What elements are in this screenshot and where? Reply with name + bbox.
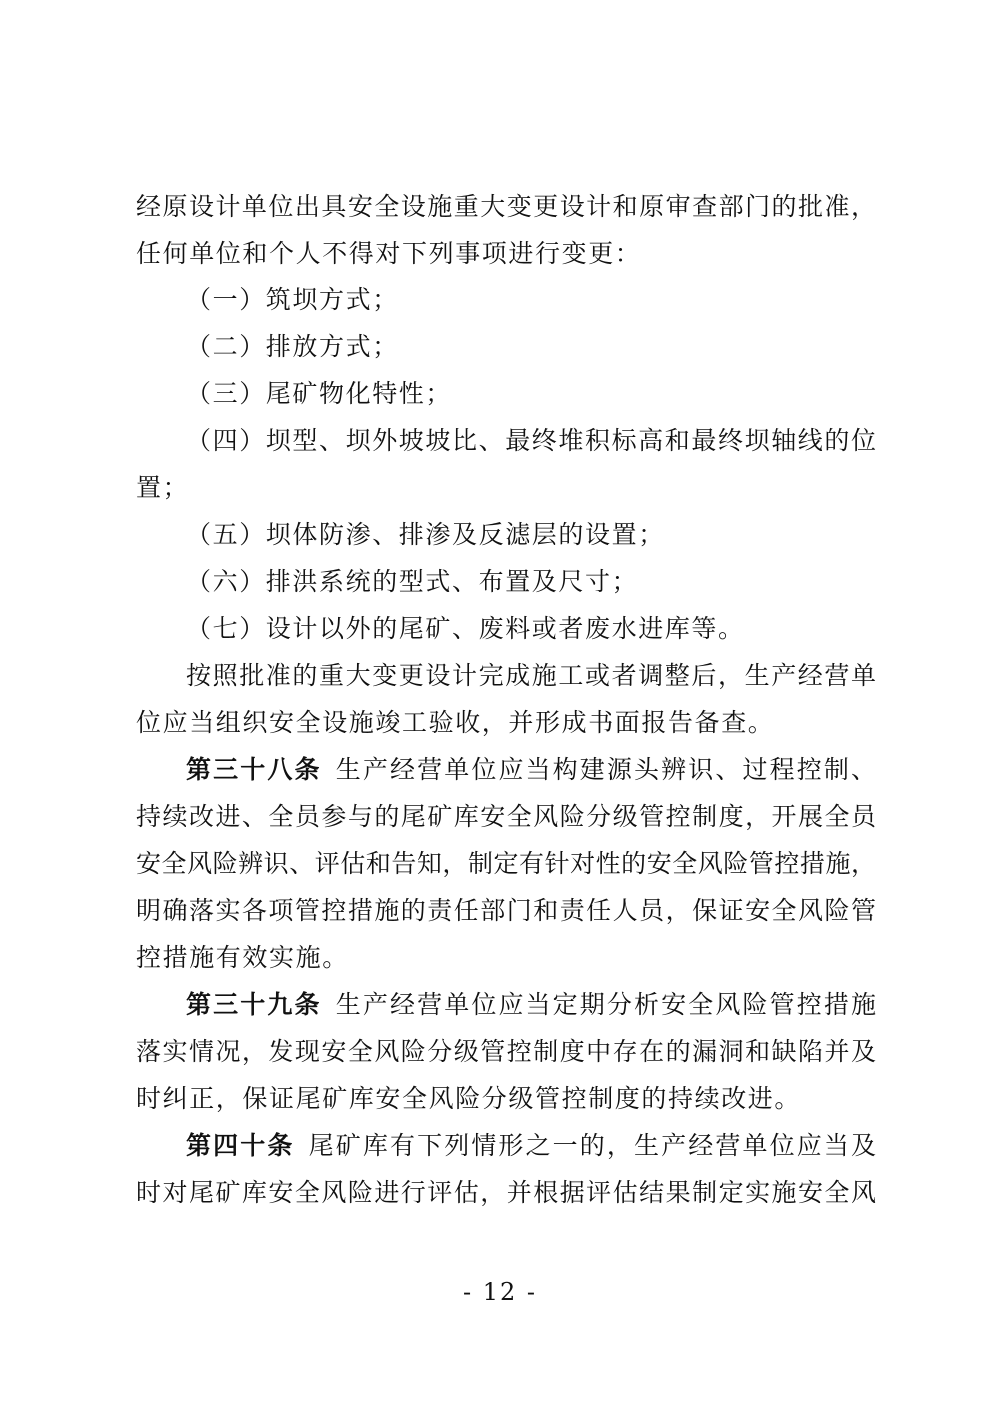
list-item-5: （五）坝体防渗、排渗及反滤层的设置； <box>186 520 665 549</box>
article-40-heading: 第四十条 <box>186 1131 295 1160</box>
body-text-line: 任何单位和个人不得对下列事项进行变更： <box>136 239 642 268</box>
list-item-4-continued: 置； <box>136 473 190 502</box>
body-text-line: 时纠正，保证尾矿库安全风险分级管控制度的持续改进。 <box>136 1084 802 1113</box>
list-item-7: （七）设计以外的尾矿、废料或者废水进库等。 <box>186 614 745 643</box>
body-text-segment: 生产经营单位应当定期分析安全风险管控措施 <box>333 990 876 1019</box>
page-number: - 12 - <box>462 1278 537 1306</box>
article-39-first-line <box>186 988 876 1022</box>
body-text-line: 经原设计单位出具安全设施重大变更设计和原审查部门的批准， <box>136 192 876 221</box>
article-40-first-line <box>186 1129 876 1163</box>
body-text-line: 位应当组织安全设施竣工验收，并形成书面报告备查。 <box>136 708 775 737</box>
list-item-3: （三）尾矿物化特性； <box>186 379 453 408</box>
body-text-line: 明确落实各项管控措施的责任部门和责任人员，保证安全风险管 <box>136 896 876 925</box>
body-text-line: 落实情况，发现安全风险分级管控制度中存在的漏洞和缺陷并及 <box>136 1037 876 1066</box>
article-39-heading: 第三十九条 <box>186 990 322 1019</box>
body-text-line: 按照批准的重大变更设计完成施工或者调整后，生产经营单 <box>186 661 876 690</box>
list-item-2: （二）排放方式； <box>186 332 399 361</box>
article-38-heading: 第三十八条 <box>186 755 322 784</box>
body-text-line: 控措施有效实施。 <box>136 943 349 972</box>
article-38-first-line <box>186 753 876 787</box>
list-item-6: （六）排洪系统的型式、布置及尺寸； <box>186 567 639 596</box>
body-text-line: 持续改进、全员参与的尾矿库安全风险分级管控制度，开展全员 <box>136 802 876 831</box>
body-text-line: 时对尾矿库安全风险进行评估，并根据评估结果制定实施安全风 <box>136 1178 876 1207</box>
list-item-4: （四）坝型、坝外坡坡比、最终堆积标高和最终坝轴线的位 <box>186 426 876 455</box>
body-text-segment: 生产经营单位应当构建源头辨识、过程控制、 <box>333 755 876 784</box>
body-text-segment: 尾矿库有下列情形之一的，生产经营单位应当及 <box>306 1131 876 1160</box>
body-text-line: 安全风险辨识、评估和告知，制定有针对性的安全风险管控措施， <box>136 849 876 878</box>
list-item-1: （一）筑坝方式； <box>186 285 399 314</box>
